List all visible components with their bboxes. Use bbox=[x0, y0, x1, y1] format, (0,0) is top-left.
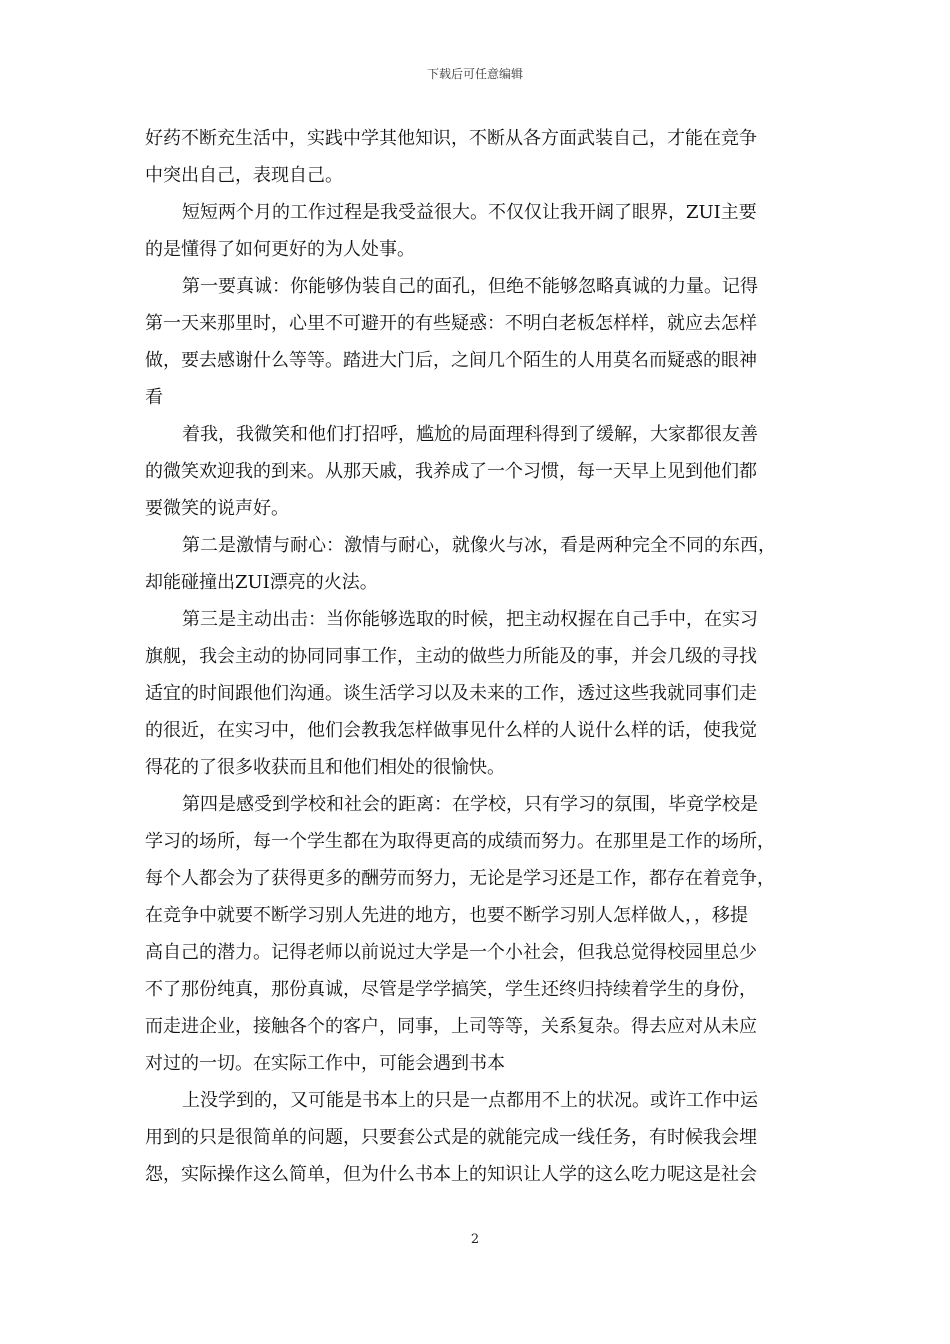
text-line: 中突出自己，表现自己。 bbox=[145, 165, 343, 186]
text-line: 短短两个月的工作过程是我受益很大。不仅仅让我开阔了眼界，ZUI主要 bbox=[182, 202, 757, 223]
text-line: 学习的场所，每一个学生都在为取得更高的成绩而努力。在那里是工作的场所， bbox=[145, 831, 775, 852]
text-line: 看 bbox=[145, 387, 163, 408]
text-line: 得花的了很多收获而且和他们相处的很愉快。 bbox=[145, 757, 505, 778]
text-line: 每个人都会为了获得更多的酬劳而努力，无论是学习还是工作，都存在着竞争， bbox=[145, 868, 775, 889]
text-line: 上没学到的，又可能是书本上的只是一点都用不上的状况。或许工作中运 bbox=[182, 1090, 758, 1111]
text-line: 高自己的潜力。记得老师以前说过大学是一个小社会，但我总觉得校园里总少 bbox=[145, 942, 757, 963]
text-line: 第一要真诚：你能够伪装自己的面孔，但绝不能够忽略真诚的力量。记得 bbox=[182, 276, 758, 297]
text-line: 的很近，在实习中，他们会教我怎样做事见什么样的人说什么样的话，使我觉 bbox=[145, 720, 757, 741]
page-number: 2 bbox=[470, 1232, 480, 1247]
text-line: 第二是激情与耐心：激情与耐心，就像火与冰，看是两种完全不同的东西， bbox=[182, 535, 776, 556]
page-header: 下载后可任意编辑 bbox=[426, 67, 523, 81]
text-line: 做，要去感谢什么等等。踏进大门后，之间几个陌生的人用莫名而疑惑的眼神 bbox=[145, 350, 757, 371]
text-line: 旗舰，我会主动的协同同事工作，主动的做些力所能及的事，并会几级的寻找 bbox=[145, 646, 757, 667]
text-line: 却能碰撞出ZUI漂亮的火法。 bbox=[145, 572, 378, 593]
text-line: 的微笑欢迎我的到来。从那天戚，我养成了一个习惯，每一天早上见到他们都 bbox=[145, 461, 757, 482]
text-line: 第三是主动出击：当你能够选取的时候，把主动权握在自己手中，在实习 bbox=[182, 609, 758, 630]
text-line: 的是懂得了如何更好的为人处事。 bbox=[145, 239, 415, 260]
text-line: 不了那份纯真，那份真诚，尽管是学学搞笑，学生还终归持续着学生的身份， bbox=[145, 979, 757, 1000]
text-line: 适宜的时间跟他们沟通。谈生活学习以及未来的工作，透过这些我就同事们走 bbox=[145, 683, 757, 704]
text-line: 怨，实际操作这么简单，但为什么书本上的知识让人学的这么吃力呢这是社会 bbox=[145, 1164, 757, 1185]
text-line: 要微笑的说声好。 bbox=[145, 498, 289, 519]
text-line: 好药不断充生活中，实践中学其他知识，不断从各方面武装自己，才能在竞争 bbox=[145, 128, 757, 149]
text-line: 在竞争中就要不断学习别人先进的地方，也要不断学习别人怎样做人，，移提 bbox=[145, 905, 748, 926]
text-line: 第四是感受到学校和社会的距离：在学校，只有学习的氛围，毕竟学校是 bbox=[182, 794, 758, 815]
text-line: 着我，我微笑和他们打招呼，尴尬的局面理科得到了缓解，大家都很友善 bbox=[182, 424, 758, 445]
text-line: 用到的只是很简单的问题，只要套公式是的就能完成一线任务，有时候我会埋 bbox=[145, 1127, 757, 1148]
text-line: 对过的一切。在实际工作中，可能会遇到书本 bbox=[145, 1053, 505, 1074]
text-line: 而走进企业，接触各个的客户，同事，上司等等，关系复杂。得去应对从未应 bbox=[145, 1016, 757, 1037]
text-line: 第一天来那里时，心里不可避开的有些疑惑：不明白老板怎样样，就应去怎样 bbox=[145, 313, 757, 334]
document-body bbox=[145, 120, 809, 1193]
